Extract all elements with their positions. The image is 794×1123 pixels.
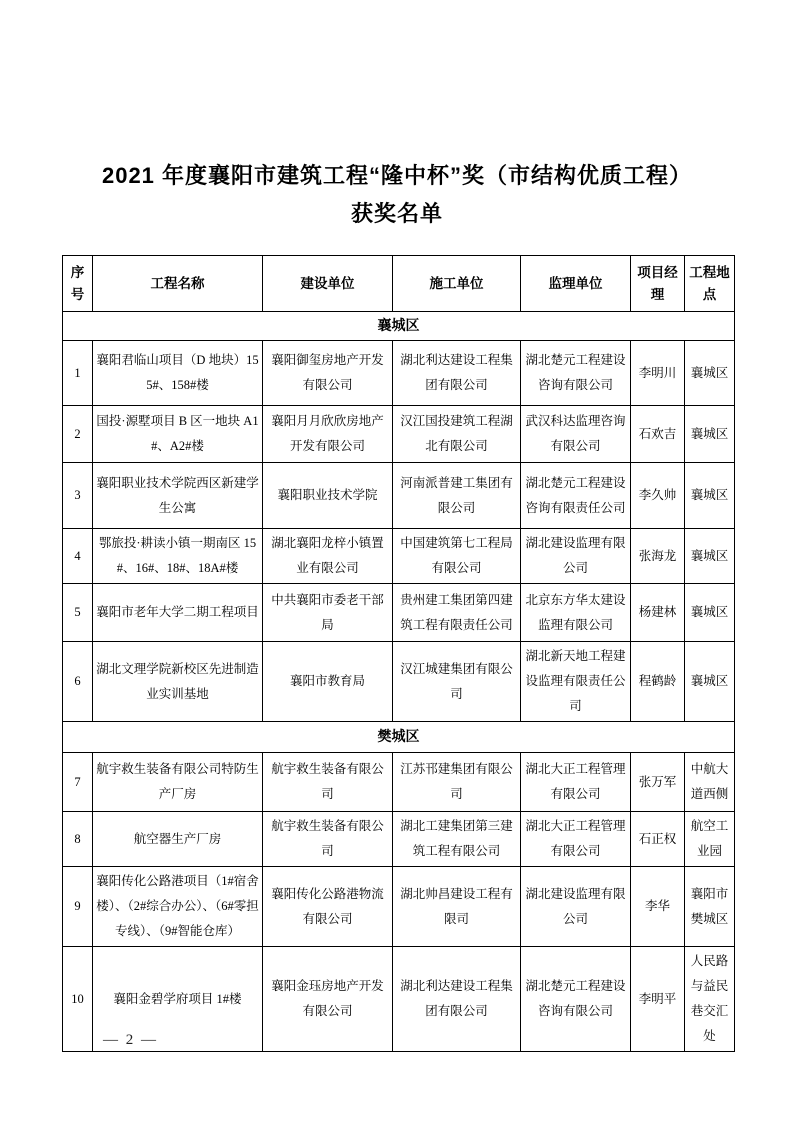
cell-no: 9: [63, 867, 93, 947]
page-title: [0, 157, 794, 233]
cell-location: 中航大道西侧: [685, 753, 735, 812]
cell-supervisor: 湖北楚元工程建设咨询有限责任公司: [521, 463, 631, 529]
cell-supervisor: 湖北大正工程管理有限公司: [521, 812, 631, 867]
cell-no: 6: [63, 642, 93, 722]
cell-supervisor: 湖北建设监理有限公司: [521, 529, 631, 584]
cell-manager: 李明平: [631, 947, 685, 1052]
page-title-line2: 获奖名单: [350, 201, 443, 226]
cell-manager: 张万军: [631, 753, 685, 812]
cell-location: 襄城区: [685, 463, 735, 529]
cell-manager: 李华: [631, 867, 685, 947]
cell-constructor: 中国建筑第七工程局有限公司: [393, 529, 521, 584]
cell-project: 航空器生产厂房: [93, 812, 263, 867]
cell-constructor: 湖北利达建设工程集团有限公司: [393, 947, 521, 1052]
cell-project: 襄阳君临山项目（D 地块）155#、158#楼: [93, 341, 263, 406]
table-row: [63, 642, 735, 722]
table-header-row: [63, 256, 735, 312]
cell-builder: 襄阳市教育局: [263, 642, 393, 722]
cell-location: 襄阳市樊城区: [685, 867, 735, 947]
cell-supervisor: 湖北建设监理有限公司: [521, 867, 631, 947]
cell-supervisor: 湖北楚元工程建设咨询有限公司: [521, 947, 631, 1052]
cell-supervisor: 湖北楚元工程建设咨询有限公司: [521, 341, 631, 406]
table-row: [63, 584, 735, 642]
table-row: [63, 812, 735, 867]
cell-project: 湖北文理学院新校区先进制造业实训基地: [93, 642, 263, 722]
cell-supervisor: 湖北大正工程管理有限公司: [521, 753, 631, 812]
cell-manager: 张海龙: [631, 529, 685, 584]
cell-builder: 中共襄阳市委老干部局: [263, 584, 393, 642]
cell-project: 襄阳传化公路港项目（1#宿舍楼）、（2#综合办公）、（6#零担专线）、（9#智能仓库）: [93, 867, 263, 947]
page-title-line1: 2021 年度襄阳市建筑工程“隆中杯”奖（市结构优质工程）: [101, 163, 693, 188]
cell-location: 襄城区: [685, 341, 735, 406]
cell-no: 2: [63, 406, 93, 463]
cell-builder: 襄阳职业技术学院: [263, 463, 393, 529]
cell-location: 襄城区: [685, 642, 735, 722]
section-row-fancheng: [63, 722, 735, 753]
cell-constructor: 贵州建工集团第四建筑工程有限责任公司: [393, 584, 521, 642]
cell-builder: 襄阳月月欣欣房地产开发有限公司: [263, 406, 393, 463]
col-header-location: 工程地点: [685, 256, 735, 312]
table-row: [63, 406, 735, 463]
cell-manager: 石欢吉: [631, 406, 685, 463]
cell-supervisor: 武汉科达监理咨询有限公司: [521, 406, 631, 463]
section-label: 樊城区: [63, 722, 735, 753]
cell-builder: 航宇救生装备有限公司: [263, 753, 393, 812]
awards-table: [62, 255, 735, 1052]
cell-no: 5: [63, 584, 93, 642]
cell-builder: 航宇救生装备有限公司: [263, 812, 393, 867]
cell-no: 4: [63, 529, 93, 584]
col-header-project: 工程名称: [93, 256, 263, 312]
cell-project: 国投·源墅项目 B 区一地块 A1#、A2#楼: [93, 406, 263, 463]
cell-manager: 李明川: [631, 341, 685, 406]
cell-location: 航空工业园: [685, 812, 735, 867]
cell-no: 10: [63, 947, 93, 1052]
col-header-builder: 建设单位: [263, 256, 393, 312]
cell-builder: 襄阳金珏房地产开发有限公司: [263, 947, 393, 1052]
cell-project: 鄂旅投·耕读小镇一期南区 15#、16#、18#、18A#楼: [93, 529, 263, 584]
table-row: [63, 867, 735, 947]
cell-manager: 李久帅: [631, 463, 685, 529]
cell-constructor: 汉江城建集团有限公司: [393, 642, 521, 722]
cell-project: 襄阳金碧学府项目 1#楼: [93, 947, 263, 1052]
cell-constructor: 河南派普建工集团有限公司: [393, 463, 521, 529]
cell-location: 襄城区: [685, 584, 735, 642]
cell-manager: 杨建林: [631, 584, 685, 642]
col-header-no: 序号: [63, 256, 93, 312]
cell-constructor: 湖北帅昌建设工程有限司: [393, 867, 521, 947]
cell-builder: 湖北襄阳龙梓小镇置业有限公司: [263, 529, 393, 584]
cell-supervisor: 北京东方华太建设监理有限公司: [521, 584, 631, 642]
cell-project: 航宇救生装备有限公司特防生产厂房: [93, 753, 263, 812]
cell-constructor: 江苏邗建集团有限公司: [393, 753, 521, 812]
cell-location: 人民路与益民巷交汇处: [685, 947, 735, 1052]
cell-manager: 程鹤龄: [631, 642, 685, 722]
cell-no: 8: [63, 812, 93, 867]
cell-no: 1: [63, 341, 93, 406]
cell-project: 襄阳职业技术学院西区新建学生公寓: [93, 463, 263, 529]
page-number: — 2 —: [103, 1032, 158, 1048]
table-row: [63, 753, 735, 812]
col-header-manager: 项目经理: [631, 256, 685, 312]
table-row: [63, 529, 735, 584]
section-label: 襄城区: [63, 312, 735, 341]
table-row: [63, 947, 735, 1052]
cell-builder: 襄阳传化公路港物流有限公司: [263, 867, 393, 947]
col-header-supervisor: 监理单位: [521, 256, 631, 312]
cell-project: 襄阳市老年大学二期工程项目: [93, 584, 263, 642]
cell-constructor: 湖北工建集团第三建筑工程有限公司: [393, 812, 521, 867]
cell-no: 7: [63, 753, 93, 812]
cell-builder: 襄阳御玺房地产开发有限公司: [263, 341, 393, 406]
cell-supervisor: 湖北新天地工程建设监理有限责任公司: [521, 642, 631, 722]
cell-location: 襄城区: [685, 406, 735, 463]
cell-constructor: 汉江国投建筑工程湖北有限公司: [393, 406, 521, 463]
table-row: [63, 341, 735, 406]
section-row-xiangcheng: [63, 312, 735, 341]
table-row: [63, 463, 735, 529]
col-header-constructor: 施工单位: [393, 256, 521, 312]
cell-constructor: 湖北利达建设工程集团有限公司: [393, 341, 521, 406]
cell-manager: 石正权: [631, 812, 685, 867]
cell-no: 3: [63, 463, 93, 529]
cell-location: 襄城区: [685, 529, 735, 584]
